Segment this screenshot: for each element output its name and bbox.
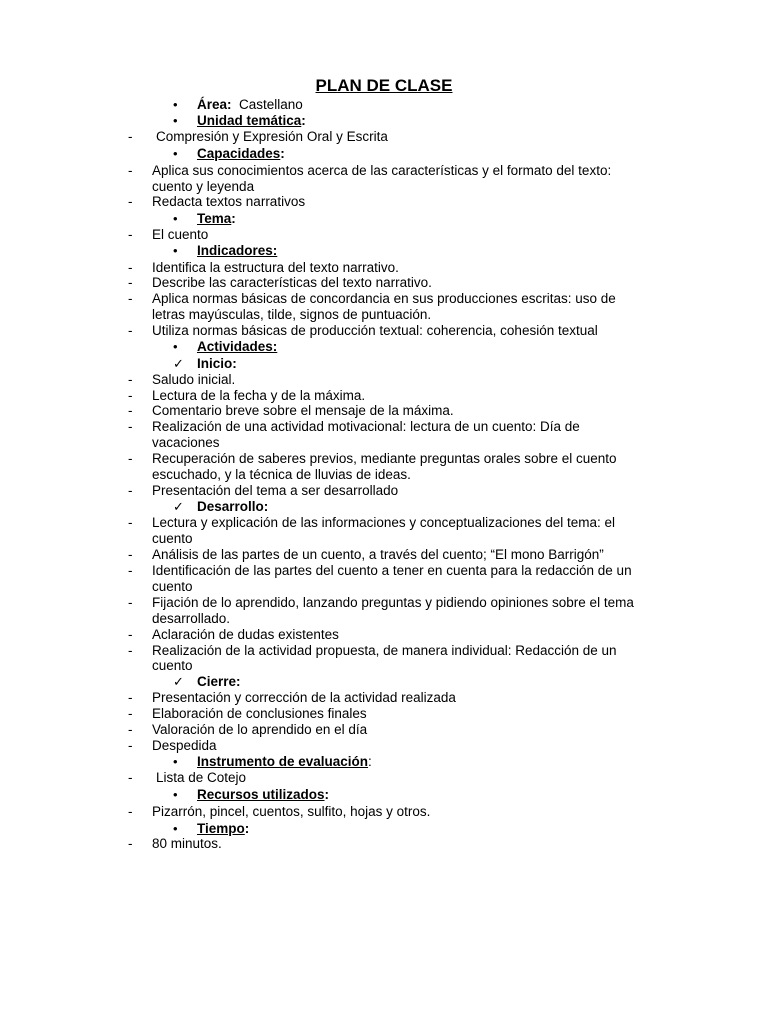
recursos-colon: : [324, 787, 330, 802]
desarrollo-item: cuento [152, 579, 193, 594]
list-item [0, 738, 768, 754]
desarrollo-item: cuento [152, 531, 193, 546]
list-item-continuation [0, 611, 768, 627]
list-item-continuation [0, 467, 768, 483]
unidad-colon: : [301, 113, 306, 128]
cierre-label: Cierre: [197, 674, 241, 689]
capacidades-item: Redacta textos narrativos [152, 194, 306, 209]
dash-icon: - [128, 770, 133, 785]
indicadores-item: Aplica normas básicas de concordancia en sus producciones escritas: uso de [152, 291, 616, 306]
dash-icon: - [128, 706, 133, 721]
dash-icon: - [128, 163, 133, 178]
list-item [0, 595, 768, 611]
desarrollo-item: Identificación de las partes del cuento a tener en cuenta para la redacción de un [152, 563, 632, 578]
dash-icon: - [128, 563, 133, 578]
inicio-item: Recuperación de saberes previos, mediante preguntas orales sobre el cuento [152, 451, 617, 466]
tema-item: El cuento [152, 227, 209, 242]
bullet-icon: • [173, 787, 178, 802]
instrumento-item: Lista de Cotejo [156, 770, 247, 785]
dash-icon: - [128, 323, 133, 338]
bullet-icon: • [173, 113, 178, 128]
cierre-item: Valoración de lo aprendido en el día [152, 722, 368, 737]
dash-icon: - [128, 275, 133, 290]
list-item [0, 403, 768, 419]
tiempo-heading [0, 821, 768, 837]
checkmark-icon: ✓ [173, 499, 184, 514]
indicadores-item: Utiliza normas básicas de producción textual: coherencia, cohesión textual [152, 323, 598, 338]
tema-label: Tema [197, 211, 232, 226]
desarrollo-heading [0, 499, 768, 515]
desarrollo-item: Lectura y explicación de las informaciones y conceptualizaciones del tema: el [152, 515, 616, 530]
list-item-continuation [0, 179, 768, 195]
dash-icon: - [128, 738, 133, 753]
list-item [0, 260, 768, 276]
indicadores-item: Describe las características del texto narrativo. [152, 275, 432, 290]
desarrollo-item: Aclaración de dudas existentes [152, 627, 339, 642]
tema-colon: : [231, 211, 236, 226]
dash-icon: - [128, 547, 133, 562]
recursos-item: Pizarrón, pincel, cuentos, sulfito, hojas y otros. [152, 804, 431, 819]
capacidades-label: Capacidades [197, 146, 281, 161]
dash-icon: - [128, 690, 133, 705]
list-item [0, 515, 768, 531]
list-item [0, 275, 768, 291]
dash-icon: - [128, 722, 133, 737]
list-item [0, 227, 768, 243]
cierre-item: Presentación y corrección de la actividad realizada [152, 690, 456, 705]
bullet-icon: • [173, 754, 178, 769]
tiempo-item: 80 minutos. [152, 836, 222, 851]
desarrollo-item: cuento [152, 658, 193, 673]
cierre-item: Despedida [152, 738, 217, 753]
dash-icon: - [128, 804, 133, 819]
checkmark-icon: ✓ [173, 356, 184, 371]
instrumento-label: Instrumento de evaluación [197, 754, 369, 769]
inicio-item: escuchado, y la técnica de lluvias de ideas. [152, 467, 411, 482]
list-item [0, 163, 768, 179]
dash-icon: - [128, 372, 133, 387]
unidad-heading [0, 113, 768, 129]
dash-icon: - [128, 836, 133, 851]
list-item [0, 419, 768, 435]
bullet-icon: • [173, 243, 178, 258]
bullet-icon: • [173, 821, 178, 836]
list-item [0, 129, 768, 145]
area-value: Castellano [239, 97, 303, 112]
list-item [0, 706, 768, 722]
list-item [0, 388, 768, 404]
tiempo-label: Tiempo [197, 821, 245, 836]
indicadores-item: letras mayúsculas, tilde, signos de puntuación. [152, 307, 432, 322]
dash-icon: - [128, 194, 133, 209]
checkmark-icon: ✓ [173, 674, 184, 689]
list-item [0, 323, 768, 339]
dash-icon: - [128, 627, 133, 642]
cierre-item: Elaboración de conclusiones finales [152, 706, 367, 721]
inicio-heading [0, 356, 768, 372]
list-item [0, 627, 768, 643]
inicio-label: Inicio: [197, 356, 237, 371]
indicadores-heading [0, 243, 768, 259]
dash-icon: - [128, 451, 133, 466]
list-item [0, 563, 768, 579]
desarrollo-item: Análisis de las partes de un cuento, a través del cuento; “El mono Barrigón” [152, 547, 604, 562]
list-item-continuation [0, 658, 768, 674]
recursos-label: Recursos utilizados [197, 787, 325, 802]
desarrollo-item: Realización de la actividad propuesta, de manera individual: Redacción de un [152, 643, 617, 658]
dash-icon: - [128, 227, 133, 242]
list-item [0, 372, 768, 388]
unidad-label: Unidad temática [197, 113, 302, 128]
dash-icon: - [128, 291, 133, 306]
list-item [0, 291, 768, 307]
inicio-item: Realización de una actividad motivacional: lectura de un cuento: Día de [152, 419, 580, 434]
list-item-continuation [0, 579, 768, 595]
actividades-heading [0, 339, 768, 355]
list-item [0, 836, 768, 852]
desarrollo-item: Fijación de lo aprendido, lanzando preguntas y pidiendo opiniones sobre el tema [152, 595, 634, 610]
capacidades-heading [0, 146, 768, 162]
instrumento-heading [0, 754, 768, 770]
list-item [0, 643, 768, 659]
unidad-item: Compresión y Expresión Oral y Escrita [156, 129, 388, 144]
list-item-continuation [0, 435, 768, 451]
list-item [0, 770, 768, 786]
list-item [0, 690, 768, 706]
dash-icon: - [128, 260, 133, 275]
inicio-item: Saludo inicial. [152, 372, 236, 387]
inicio-item: Lectura de la fecha y de la máxima. [152, 388, 366, 403]
dash-icon: - [128, 129, 133, 144]
indicadores-item: Identifica la estructura del texto narrativo. [152, 260, 399, 275]
actividades-label: Actividades: [197, 339, 278, 354]
list-item-continuation [0, 307, 768, 323]
dash-icon: - [128, 419, 133, 434]
dash-icon: - [128, 483, 133, 498]
tiempo-colon: : [244, 821, 250, 836]
bullet-icon: • [173, 339, 178, 354]
dash-icon: - [128, 595, 133, 610]
list-item [0, 804, 768, 820]
cierre-heading [0, 674, 768, 690]
instrumento-colon: : [368, 754, 372, 769]
inicio-item: vacaciones [152, 435, 220, 450]
list-item [0, 451, 768, 467]
recursos-heading [0, 787, 768, 803]
tema-heading [0, 211, 768, 227]
bullet-icon: • [173, 211, 178, 226]
capacidades-colon: : [280, 146, 285, 161]
page-title: PLAN DE CLASE [315, 76, 453, 95]
list-item [0, 547, 768, 563]
dash-icon: - [128, 403, 133, 418]
indicadores-label: Indicadores: [197, 243, 278, 258]
inicio-item: Presentación del tema a ser desarrollado [152, 483, 399, 498]
bullet-icon: • [173, 97, 178, 112]
capacidades-item: cuento y leyenda [152, 179, 255, 194]
bullet-icon: • [173, 146, 178, 161]
dash-icon: - [128, 515, 133, 530]
list-item-continuation [0, 531, 768, 547]
inicio-item: Comentario breve sobre el mensaje de la máxima. [152, 403, 454, 418]
area-label: Área: [197, 97, 232, 112]
list-item [0, 722, 768, 738]
capacidades-item: Aplica sus conocimientos acerca de las características y el formato del texto: [152, 163, 612, 178]
dash-icon: - [128, 388, 133, 403]
desarrollo-item: desarrollado. [152, 611, 231, 626]
list-item [0, 194, 768, 210]
dash-icon: - [128, 643, 133, 658]
area-heading [0, 97, 768, 113]
desarrollo-label: Desarrollo: [197, 499, 269, 514]
list-item [0, 483, 768, 499]
